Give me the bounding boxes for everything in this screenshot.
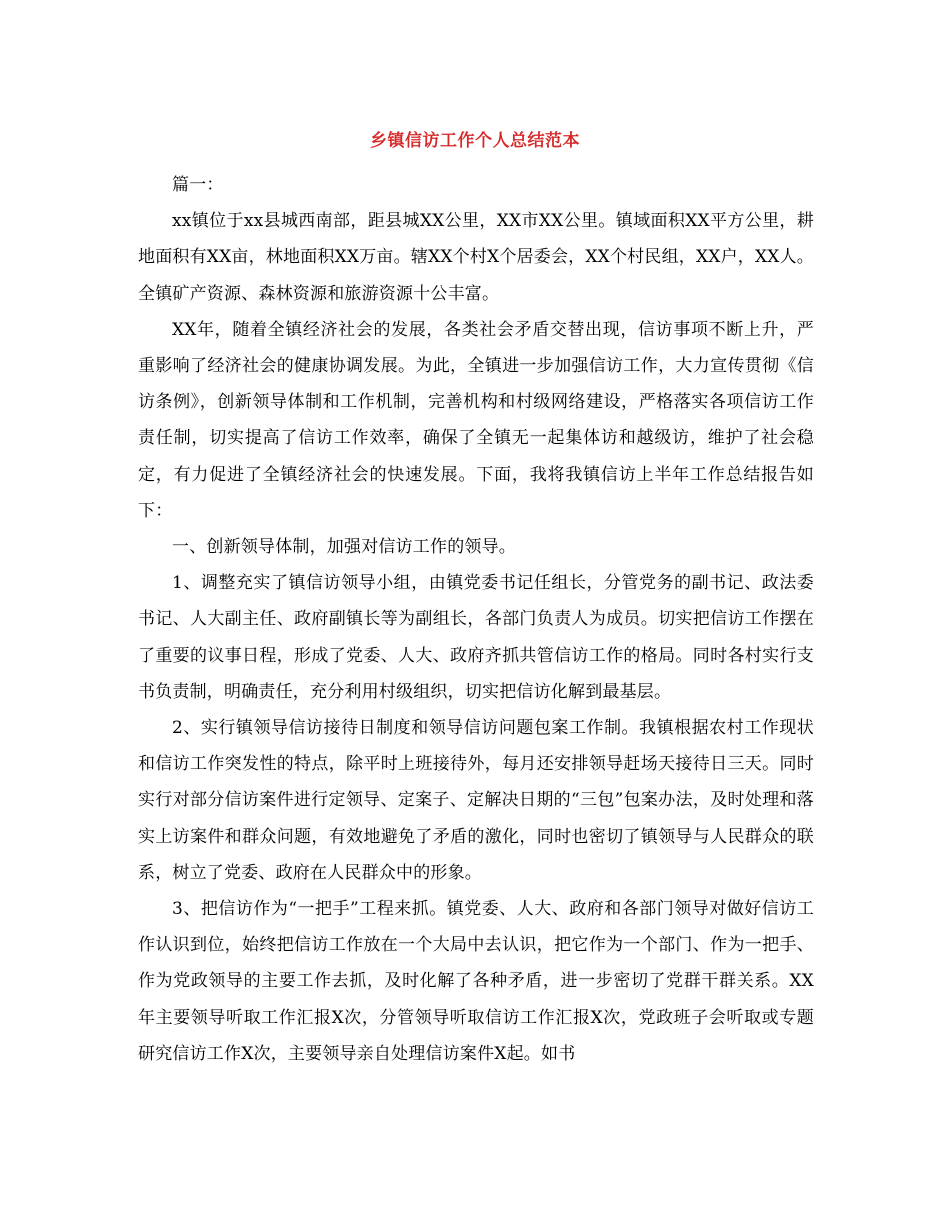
paragraph-heading: 篇一： <box>172 175 224 195</box>
section-heading: 一、创新领导体制，加强对信访工作的领导。 <box>172 537 516 558</box>
paragraph: xx镇位于xx县城西南部，距县城XX公里，XX市XX公里。镇域面积XX平方公里，耕地面积有XX亩，林地面积XX万亩。辖XX个村X个居委会，XX个村民组，XX户，XX人。全镇矿产资源、森林资源和旅游资源十公丰富。 <box>138 211 814 304</box>
document-title: 乡镇信访工作个人总结范本 <box>370 131 580 151</box>
document-body <box>138 167 814 1072</box>
paragraph: 2、实行镇领导信访接待日制度和领导信访问题包案工作制。我镇根据农村工作现状和信访工作突发性的特点，除平时上班接待外，每月还安排领导赶场天接待日三天。同时实行对部分信访案件进行定领导、定案子、定解决日期的“三包”包案办法，及时处理和落实上访案件和群众问题，有效地避免了矛盾的激化，同时也密切了镇领导与人民群众的联系，树立了党委、政府在人民群众中的形象。 <box>138 718 814 883</box>
paragraph: 3、把信访作为“一把手”工程来抓。镇党委、人大、政府和各部门领导对做好信访工作认识到位，始终把信访工作放在一个大局中去认识，把它作为一个部门、作为一把手、作为党政领导的主要工作去抓，及时化解了各种矛盾，进一步密切了党群干群关系。XX年主要领导听取工作汇报X次，分管领导听取信访工作汇报X次，党政班子会听取或专题研究信访工作X次，主要领导亲自处理信访案件X起。如书 <box>138 899 814 1064</box>
paragraph: 1、调整充实了镇信访领导小组，由镇党委书记任组长，分管党务的副书记、政法委书记、人大副主任、政府副镇长等为副组长，各部门负责人为成员。切实把信访工作摆在了重要的议事日程，形成了党委、人大、政府齐抓共管信访工作的格局。同时各村实行支书负责制，明确责任，充分利用村级组织，切实把信访化解到最基层。 <box>138 573 814 702</box>
paragraph: XX年，随着全镇经济社会的发展，各类社会矛盾交替出现，信访事项不断上升，严重影响了经济社会的健康协调发展。为此，全镇进一步加强信访工作，大力宣传贯彻《信访条例》，创新领导体制和工作机制，完善机构和村级网络建设，严格落实各项信访工作责任制，切实提高了信访工作效率，确保了全镇无一起集体访和越级访，维护了社会稳定，有力促进了全镇经济社会的快速发展。下面，我将我镇信访上半年工作总结报告如下： <box>138 319 814 521</box>
